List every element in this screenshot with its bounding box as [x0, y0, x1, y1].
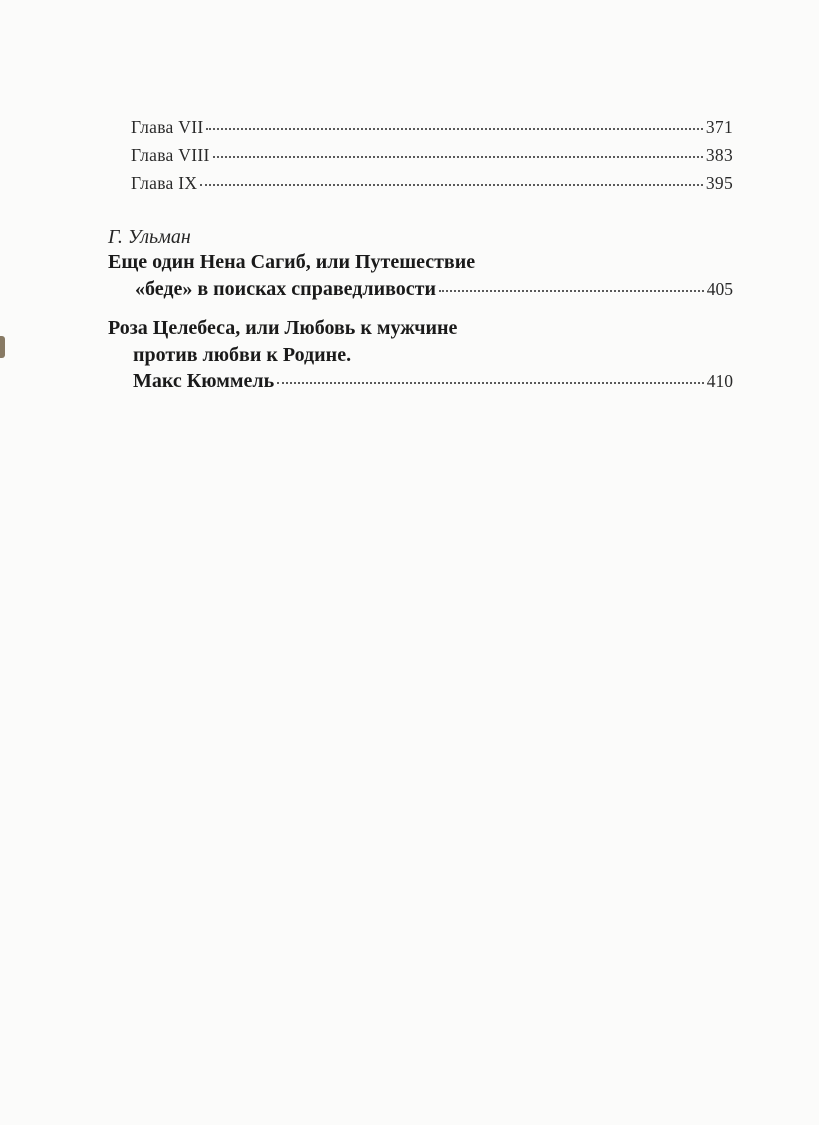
- toc-entry-work: [135, 278, 733, 301]
- toc-work-title-line: «беде» в поисках справедливости: [135, 278, 436, 300]
- dot-leader: [213, 156, 703, 158]
- toc-work-title-line: Роза Целебеса, или Любовь к мужчине: [108, 317, 458, 339]
- toc-work-title-line: Макс Кюммель: [133, 370, 275, 392]
- toc-page-number: 371: [705, 117, 733, 137]
- dot-leader: [200, 184, 703, 186]
- page-edge-mark: [0, 336, 5, 358]
- toc-author: Г. Ульман: [108, 226, 191, 248]
- toc-page-number: 395: [705, 173, 733, 193]
- dot-leader: [277, 382, 704, 384]
- toc-page-number: 383: [705, 145, 733, 165]
- toc-page-number: 410: [706, 371, 733, 391]
- toc-entry-chapter: [131, 145, 733, 166]
- toc-entry-label: Глава VIII: [131, 145, 210, 165]
- toc-entry-chapter: [131, 117, 733, 138]
- dot-leader: [439, 290, 704, 292]
- toc-work-title-line: против любви к Родине.: [133, 344, 352, 366]
- dot-leader: [206, 128, 702, 130]
- toc-entry-work: [133, 370, 733, 393]
- toc-work-title-line: Еще один Нена Сагиб, или Путешествие: [108, 251, 476, 273]
- toc-entry-label: Глава IX: [131, 173, 198, 193]
- toc-page-number: 405: [706, 279, 733, 299]
- toc-entry-label: Глава VII: [131, 117, 204, 137]
- toc-entry-chapter: [131, 173, 733, 194]
